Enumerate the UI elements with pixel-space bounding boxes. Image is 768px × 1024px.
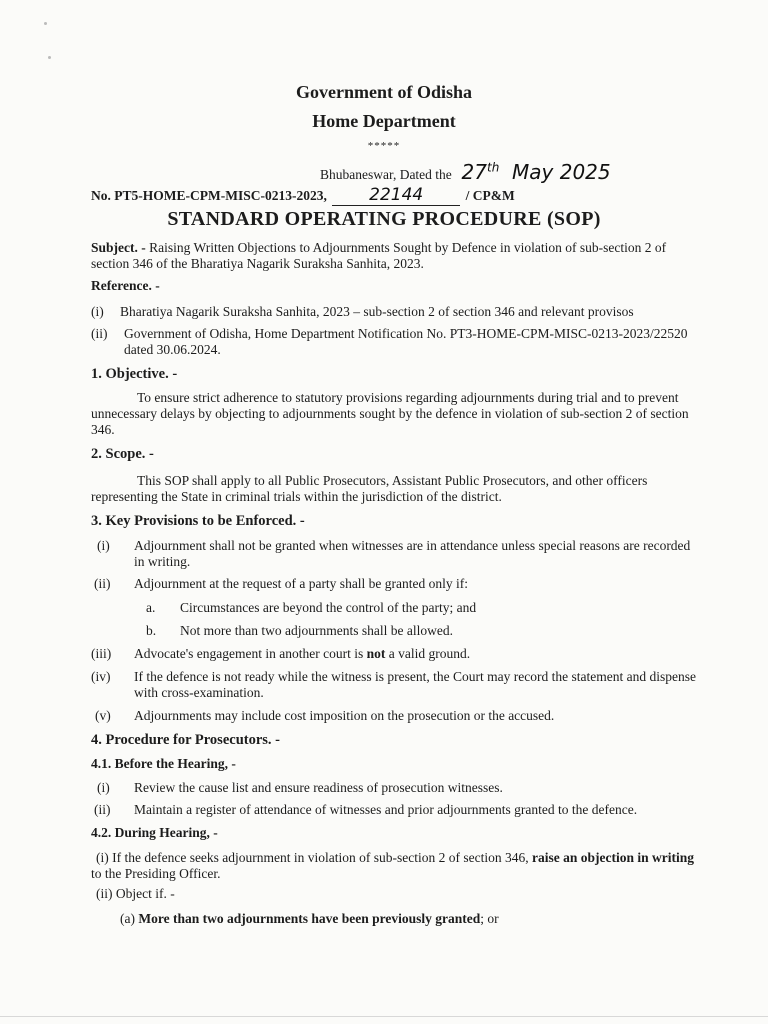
provision-subitem-text: Not more than two adjournments shall be allowed. [180,623,453,638]
during-hearing-subitem-text: ; or [480,911,499,926]
provision-text: Adjournment at the request of a party shall be granted only if: [134,576,469,591]
before-hearing-heading: 4.1. Before the Hearing, - [91,756,236,771]
scan-speck [44,22,47,25]
reference-heading: Reference. - [91,278,160,293]
reference-item-number: (ii) [91,326,108,341]
scan-speck [48,56,51,59]
dateline-prefix: Bhubaneswar, Dated the [320,167,452,182]
document-title: STANDARD OPERATING PROCEDURE (SOP) [167,208,601,230]
before-hearing-number: (i) [97,780,110,795]
handwritten-date [455,160,610,184]
header-stars: ***** [367,140,401,152]
during-hearing-text: to the Presiding Officer. [91,866,221,881]
provision-text: Adjournments may include cost imposition on the prosecution or the accused. [134,708,555,723]
provision-text-part: Advocate's engagement in another court is [134,646,367,661]
scope-heading: 2. Scope. - [91,446,154,462]
subject-label: Subject. - [91,240,146,255]
provision-number: (v) [95,708,111,723]
dateline [320,160,611,184]
subject-text: Raising Written Objections to Adjournments Sought by Defence in violation of sub-section 2 of section 346 of the Bharatiya Nagarik Suraksha Sanhita, 2023. [91,240,667,271]
objective-text: To ensure strict adherence to statutory provisions regarding adjournments during trial and to prevent unnecessary delays by objecting to adjournments sought by the defence in violation of sub-section 2 of section 346. [91,390,689,437]
reference-item-text: Government of Odisha, Home Department Notification No. PT3-HOME-CPM-MISC-0213-2023/22520 dated 30.06.2024. [124,326,688,357]
provision-subitem-letter: b. [146,623,157,638]
provision-number: (i) [97,538,110,553]
during-hearing-item [91,850,701,882]
during-hearing-text: (i) If the defence seeks adjournment in violation of sub-section 2 of section 346, [96,850,533,865]
provision-text: Adjournment shall not be granted when witnesses are in attendance unless special reasons are recorded in writing. [134,538,691,569]
reference-item-text: Bharatiya Nagarik Suraksha Sanhita, 2023 – sub-section 2 of section 346 and relevant provisos [120,304,634,319]
subject-paragraph [91,240,695,272]
scope-text: This SOP shall apply to all Public Prosecutors, Assistant Public Prosecutors, and other officers representing the State in criminal trials within the jurisdiction of the district. [91,473,648,504]
header-department: Home Department [312,111,456,131]
provision-subitem-letter: a. [146,600,156,615]
during-hearing-subitem-letter: (a) [120,911,139,926]
provision-text [134,646,696,662]
objective-heading: 1. Objective. - [91,366,178,382]
reference-number-prefix: No. PT5-HOME-CPM-MISC-0213-2023, [91,188,327,203]
header-government: Government of Odisha [295,82,472,102]
handwritten-month-year: May 2025 [512,160,611,184]
reference-item-number: (i) [91,304,104,319]
provision-number: (iv) [91,669,111,684]
during-hearing-text-bold: raise an objection in writing [532,850,695,865]
handwritten-day: 27 [461,160,487,184]
scan-edge-line [0,1016,768,1017]
reference-number-line [91,185,515,206]
handwritten-day-suffix: th [486,160,500,175]
during-hearing-subitem [120,911,680,927]
before-hearing-number: (ii) [94,802,111,817]
key-provisions-heading: 3. Key Provisions to be Enforced. - [91,513,305,529]
handwritten-reference-number: 22144 [332,185,460,206]
procedure-heading: 4. Procedure for Prosecutors. - [91,732,280,748]
provision-number: (iii) [91,646,112,661]
provision-text: If the defence is not ready while the witness is present, the Court may record the statement and dispense with cross-examination. [134,669,696,700]
before-hearing-text: Maintain a register of attendance of witnesses and prior adjournments granted to the defence. [134,802,638,817]
provision-subitem-text: Circumstances are beyond the control of the party; and [180,600,477,615]
provision-text-part: a valid ground. [385,646,471,661]
during-hearing-subitem-bold: More than two adjournments have been previously granted [138,911,481,926]
reference-number-suffix: / CP&M [465,188,515,203]
during-hearing-item: (ii) Object if. - [96,886,175,901]
provision-text-bold: not [366,646,386,661]
before-hearing-text: Review the cause list and ensure readiness of prosecution witnesses. [134,780,503,795]
provision-number: (ii) [94,576,111,591]
during-hearing-heading: 4.2. During Hearing, - [91,825,218,840]
